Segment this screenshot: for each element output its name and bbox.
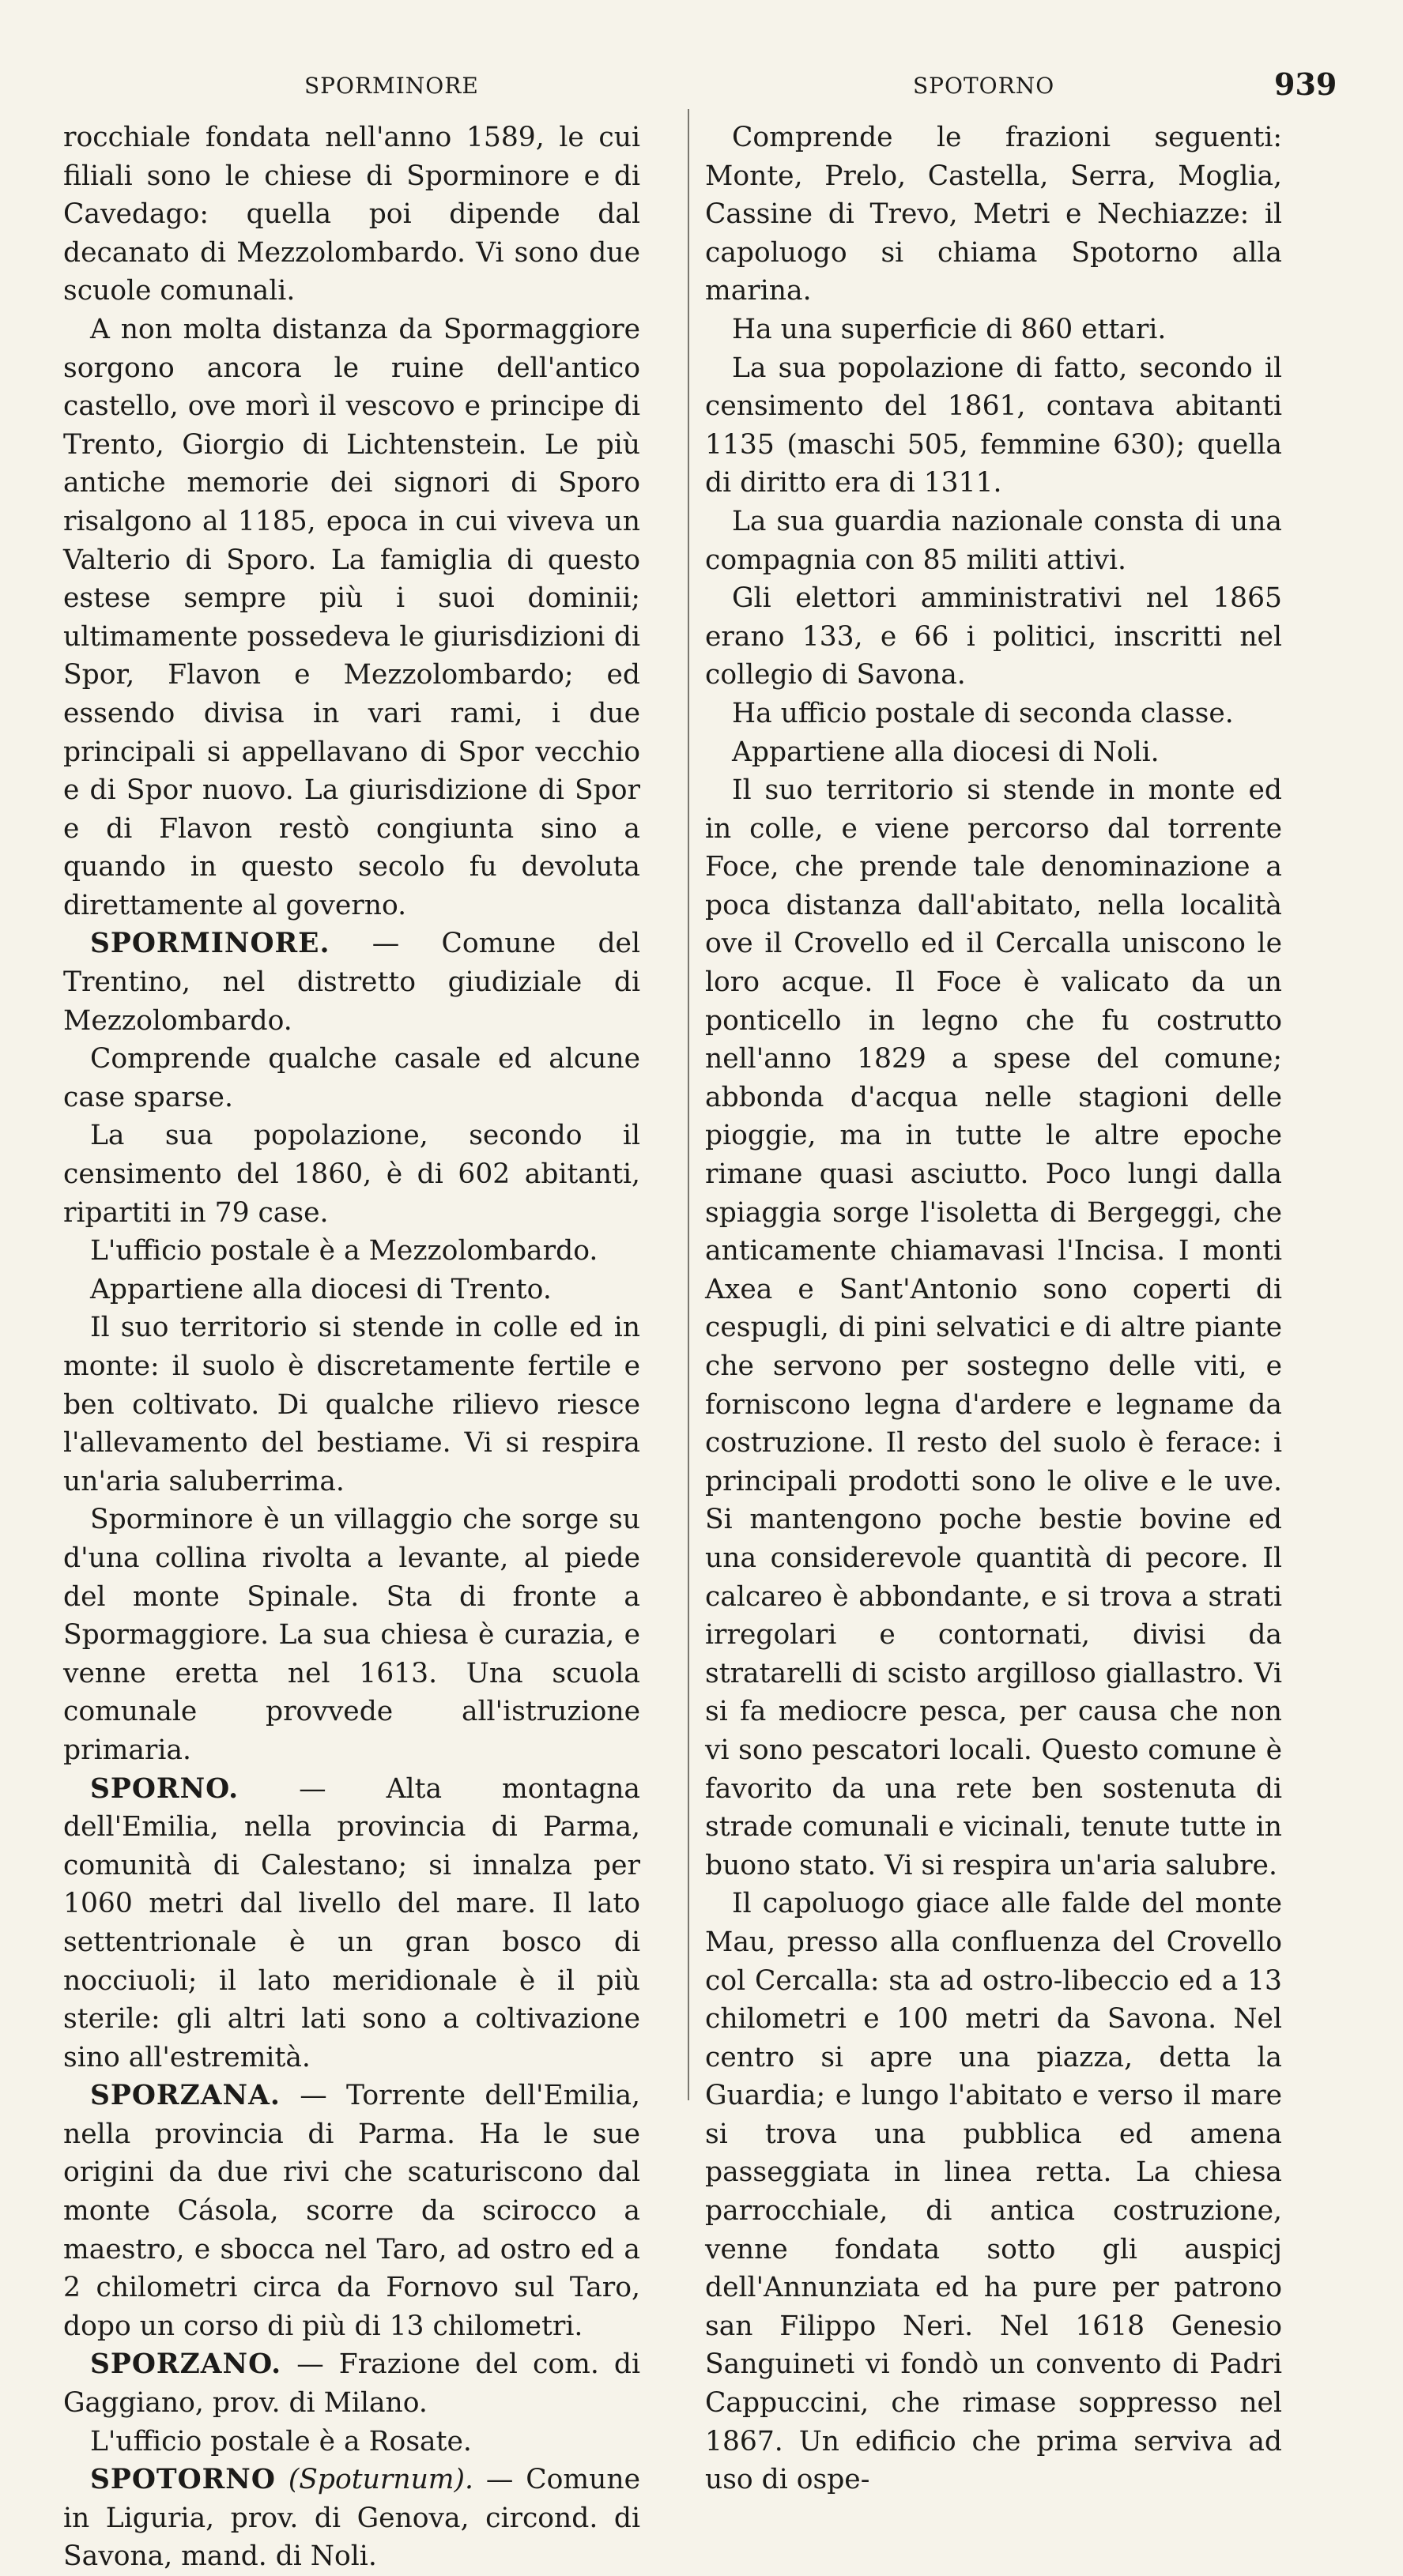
paragraph-text: — Alta montagna dell'Emilia, nella provincia di Parma, comunità di Calestano; si innalza per 1060 metri dal livello del mare. Il lato settentrionale è un gran bosco di nocciuoli; il lato meridionale è il più sterile: gli altri lati sono a coltivazione sino all'estremità. xyxy=(63,1772,640,2073)
paragraph xyxy=(705,695,1282,733)
paragraph xyxy=(63,1040,640,1117)
latin-name: (Spoturnum). xyxy=(275,2464,473,2496)
paragraph-text: Il capoluogo giace alle falde del monte Mau, presso alla confluenza del Crovello col Cercalla: sta ad ostro-libeccio ed a 13 chilometri e 100 metri da Savona. Nel centro si apre una piazza, detta la Guardia; e lungo l'abitato e verso il mare si trova una pubblica ed amena passeggiata in linea retta. La chiesa parrocchiale, di antica costruzione, venne fondata sotto gli auspicj dell'Annunziata ed ha pure per patrono san Filippo Neri. Nel 1618 Genesio Sanguineti vi fondò un convento di Padri Cappuccini, che rimase soppresso nel 1867. Un edificio che prima serviva ad uso di ospe- xyxy=(705,1888,1282,2496)
paragraph xyxy=(705,579,1282,695)
paragraph-text: Il suo territorio si stende in colle ed in monte: il suolo è discretamente fertile e ben coltivato. Di qualche rilievo riesce l'allevamento del bestiame. Vi si respira un'aria saluberrima. xyxy=(63,1312,640,1497)
paragraph xyxy=(705,349,1282,503)
paragraph-text: Appartiene alla diocesi di Noli. xyxy=(732,736,1160,768)
paragraph xyxy=(63,2345,640,2422)
page-number: 939 xyxy=(1274,66,1337,102)
running-head-right: SPOTORNO xyxy=(913,73,1055,99)
paragraph xyxy=(63,119,640,311)
paragraph xyxy=(63,2461,640,2576)
paragraph-text: — Frazione del com. di Gaggiano, prov. di Milano. xyxy=(63,2348,640,2420)
paragraph-text: La sua guardia nazionale consta di una compagnia con 85 militi attivi. xyxy=(705,505,1282,576)
paragraph-text: La sua popolazione, secondo il censimento del 1860, è di 602 abitanti, ripartiti in 79 case. xyxy=(63,1120,640,1229)
paragraph xyxy=(705,771,1282,1885)
paragraph xyxy=(63,311,640,925)
paragraph-text: — Torrente dell'Emilia, nella provincia di Parma. Ha le sue origini da due rivi che scaturiscono dal monte Cásola, scorre da scirocco a maestro, e sbocca nel Taro, ad ostro ed a 2 chilometri circa da Fornovo sul Taro, dopo un corso di più di 13 chilometri. xyxy=(63,2080,640,2342)
paragraph-text: rocchiale fondata nell'anno 1589, le cui filiali sono le chiese di Sporminore e di Cavedago: quella poi dipende dal decanato di Mezzolombardo. Vi sono due scuole comunali. xyxy=(63,122,640,307)
paragraph xyxy=(63,1271,640,1309)
paragraph-text: Ha ufficio postale di seconda classe. xyxy=(732,697,1234,729)
entry-title: SPORZANO. xyxy=(90,2348,282,2381)
paragraph-text: Il suo territorio si stende in monte ed in colle, e viene percorso dal torrente Foce, che prende tale denominazione a poca distanza dall'abitato, nella località ove il Crovello ed il Cercalla uniscono le loro acque. Il Foce è valicato da un ponticello in legno che fu costrutto nell'anno 1829 a spese del comune; abbonda d'acqua nelle stagioni delle pioggie, ma in tutte le altre epoche rimane quasi asciutto. Poco lungi dalla spiaggia sorge l'isoletta di Bergeggi, che anticamente chiamavasi l'Incisa. I monti Axea e Sant'Antonio sono coperti di cespugli, di pini selvatici e di altre piante che servono per sostegno delle viti, e forniscono legna d'ardere e legname da costruzione. Il resto del suolo è ferace: i principali prodotti sono le olive e le uve. Si mantengono poche bestie bovine ed una considerevole quantità di pecore. Il calcareo è abbondante, e si trova a strati irregolari e contornati, divisi da stratarelli di scisto argilloso giallastro. Vi si fa mediocre pesca, per causa che non vi sono pescatori locali. Questo comune è favorito da una rete ben sostenuta di strade comunali e vicinali, tenute tutte in buono stato. Vi si respira un'aria salubre. xyxy=(705,774,1282,1881)
paragraph xyxy=(63,1770,640,2077)
paragraph xyxy=(63,2423,640,2461)
paragraph xyxy=(705,1885,1282,2499)
running-header xyxy=(0,66,1403,112)
paragraph xyxy=(63,925,640,1040)
left-column xyxy=(63,119,640,2576)
paragraph-text: La sua popolazione di fatto, secondo il censimento del 1861, contava abitanti 1135 (maschi 505, femmine 630); quella di diritto era di 1311. xyxy=(705,352,1282,499)
paragraph-text: Comprende le frazioni seguenti: Monte, Prelo, Castella, Serra, Moglia, Cassine di Trevo, Metri e Nechiazze: il capoluogo si chiama Spotorno alla marina. xyxy=(705,122,1282,307)
paragraph xyxy=(63,1309,640,1501)
paragraph xyxy=(63,2077,640,2345)
paragraph xyxy=(63,1117,640,1232)
right-column xyxy=(705,119,1282,2499)
paragraph-text: Gli elettori amministrativi nel 1865 erano 133, e 66 i politici, inscritti nel collegio di Savona. xyxy=(705,582,1282,691)
column-divider xyxy=(688,109,689,2100)
running-head-left: SPORMINORE xyxy=(304,73,479,99)
paragraph-text: L'ufficio postale è a Mezzolombardo. xyxy=(90,1235,598,1267)
entry-title: SPORZANA. xyxy=(90,2080,281,2112)
paragraph xyxy=(705,503,1282,579)
entry-title: SPORNO. xyxy=(90,1772,239,1805)
paragraph-text: L'ufficio postale è a Rosate. xyxy=(90,2425,472,2457)
paragraph xyxy=(705,311,1282,349)
paragraph-text: Ha una superficie di 860 ettari. xyxy=(732,313,1167,345)
paragraph-text: — Comune in Liguria, prov. di Genova, circond. di Savona, mand. di Noli. xyxy=(63,2464,641,2573)
paragraph-text: Appartiene alla diocesi di Trento. xyxy=(90,1273,552,1305)
paragraph xyxy=(705,119,1282,311)
paragraph xyxy=(63,1501,640,1769)
paragraph-text: Comprende qualche casale ed alcune case sparse. xyxy=(63,1043,640,1113)
paragraph xyxy=(705,733,1282,772)
paragraph-text: — Comune del Trentino, nel distretto giudiziale di Mezzolombardo. xyxy=(63,928,640,1037)
entry-title: SPOTORNO xyxy=(90,2464,276,2496)
paragraph xyxy=(63,1232,640,1271)
paragraph-text: Sporminore è un villaggio che sorge su d'una collina rivolta a levante, al piede del monte Spinale. Sta di fronte a Spormaggiore. La sua chiesa è curazia, e venne eretta nel 1613. Una scuola comunale provvede all'istruzione primaria. xyxy=(63,1504,640,1766)
entry-title: SPORMINORE. xyxy=(90,928,330,960)
paragraph-text: A non molta distanza da Spormaggiore sorgono ancora le ruine dell'antico castello, ove morì il vescovo e principe di Trento, Giorgio di Lichtenstein. Le più antiche memorie dei signori di Sporo risalgono al 1185, epoca in cui viveva un Valterio di Sporo. La famiglia di questo estese sempre più i suoi dominii; ultimamente possedeva le giurisdizioni di Spor, Flavon e Mezzolombardo; ed essendo divisa in vari rami, i due principali si appellavano di Spor vecchio e di Spor nuovo. La giurisdizione di Spor e di Flavon restò congiunta sino a quando in questo secolo fu devoluta direttamente al governo. xyxy=(63,313,640,921)
